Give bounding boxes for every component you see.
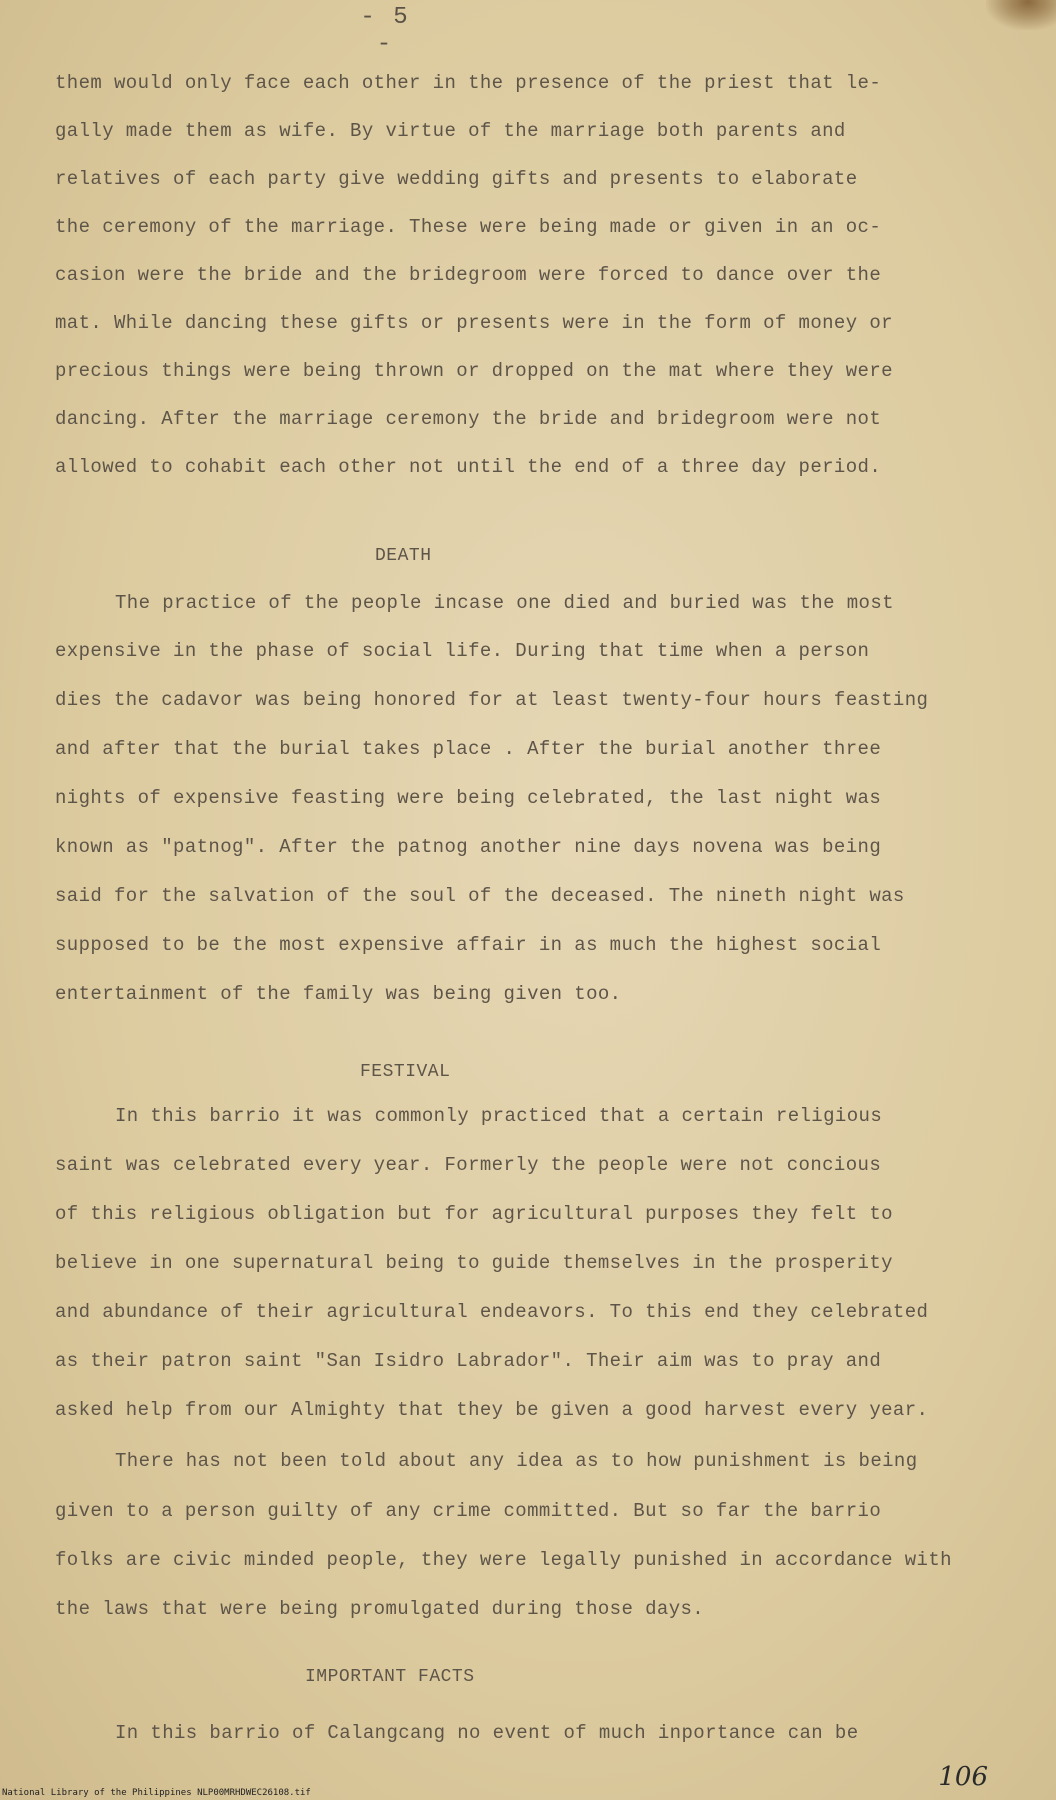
text-line: of this religious obligation but for agricultural purposes they felt to bbox=[55, 1203, 893, 1225]
text-line: gally made them as wife. By virtue of the marriage both parents and bbox=[55, 120, 846, 142]
heading-important-facts: IMPORTANT FACTS bbox=[305, 1667, 475, 1687]
text-line: allowed to cohabit each other not until the end of a three day period. bbox=[55, 456, 882, 478]
text-line: believe in one supernatural being to guide themselves in the prosperity bbox=[55, 1252, 893, 1274]
text-line: said for the salvation of the soul of the deceased. The nineth night was bbox=[55, 885, 905, 907]
text-line: known as "patnog". After the patnog another nine days novena was being bbox=[55, 836, 882, 858]
text-line: precious things were being thrown or dropped on the mat where they were bbox=[55, 360, 893, 382]
text-line: entertainment of the family was being given too. bbox=[55, 983, 622, 1005]
text-line: saint was celebrated every year. Formerly the people were not concious bbox=[55, 1154, 882, 1176]
text-line: the ceremony of the marriage. These were being made or given in an oc- bbox=[55, 216, 882, 238]
text-line: asked help from our Almighty that they be given a good harvest every year. bbox=[55, 1399, 929, 1421]
text-line: given to a person guilty of any crime committed. But so far the barrio bbox=[55, 1500, 882, 1522]
text-line: and after that the burial takes place . After the burial another three bbox=[55, 738, 882, 760]
text-line: The practice of the people incase one died and buried was the most bbox=[115, 592, 894, 614]
text-line: In this barrio of Calangcang no event of much inportance can be bbox=[115, 1722, 859, 1744]
corner-stain bbox=[986, 0, 1056, 30]
text-line: expensive in the phase of social life. During that time when a person bbox=[55, 640, 870, 662]
text-line: dancing. After the marriage ceremony the bride and bridegroom were not bbox=[55, 408, 882, 430]
text-line: them would only face each other in the presence of the priest that le- bbox=[55, 72, 882, 94]
text-line: casion were the bride and the bridegroom were forced to dance over the bbox=[55, 264, 882, 286]
text-line: folks are civic minded people, they were legally punished in accordance with bbox=[55, 1549, 952, 1571]
text-line: relatives of each party give wedding gifts and presents to elaborate bbox=[55, 168, 858, 190]
heading-death: DEATH bbox=[375, 546, 432, 566]
text-line: as their patron saint "San Isidro Labrador". Their aim was to pray and bbox=[55, 1350, 882, 1372]
text-line: and abundance of their agricultural endeavors. To this end they celebrated bbox=[55, 1301, 929, 1323]
text-line: dies the cadavor was being honored for at least twenty-four hours feasting bbox=[55, 689, 929, 711]
text-line: In this barrio it was commonly practiced that a certain religious bbox=[115, 1105, 883, 1127]
text-line: nights of expensive feasting were being celebrated, the last night was bbox=[55, 787, 882, 809]
text-line: the laws that were being promulgated during those days. bbox=[55, 1598, 705, 1620]
text-line: There has not been told about any idea as to how punishment is being bbox=[115, 1450, 918, 1472]
page-number: - 5 - bbox=[360, 4, 410, 58]
text-line: supposed to be the most expensive affair in as much the highest social bbox=[55, 934, 882, 956]
heading-festival: FESTIVAL bbox=[360, 1062, 451, 1082]
text-line: mat. While dancing these gifts or presents were in the form of money or bbox=[55, 312, 893, 334]
handwritten-page-number: 106 bbox=[938, 1762, 988, 1792]
footer-caption: National Library of the Philippines NLP00MRHDWEC26108.tif bbox=[2, 1788, 311, 1798]
